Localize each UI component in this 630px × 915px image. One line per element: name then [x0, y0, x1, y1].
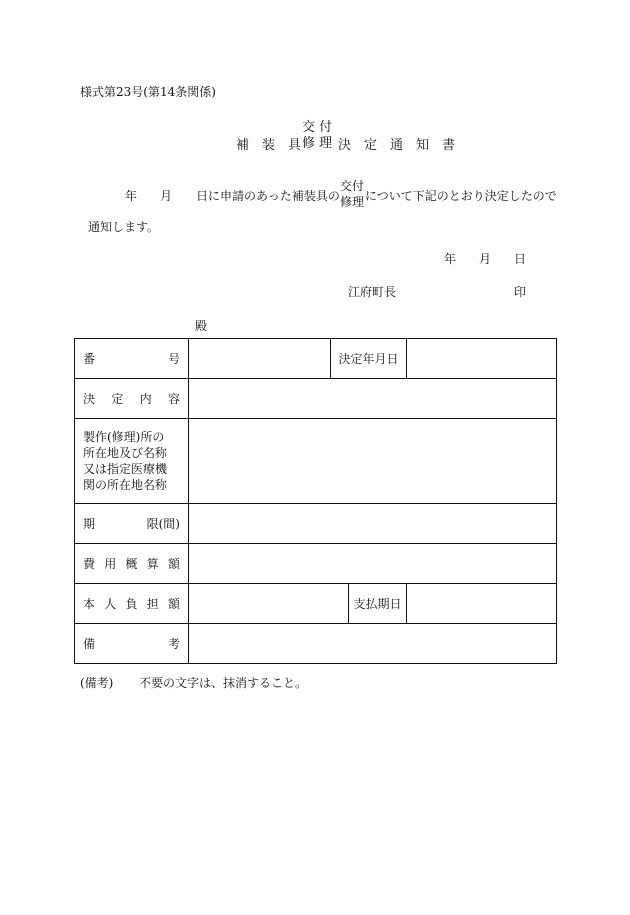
label-char: 額 — [167, 557, 180, 571]
burden-label — [83, 595, 180, 612]
cost-value-cell[interactable] — [189, 544, 557, 584]
label-char: 費 — [83, 557, 96, 571]
period-value-cell[interactable] — [189, 504, 557, 544]
manufacturer-label-line: 製作(修理)所の — [83, 430, 165, 444]
addressee-suffix: 殿 — [195, 319, 208, 333]
label-char: 備 — [83, 637, 96, 651]
form-number: 様式第23号(第14条関係) — [80, 85, 216, 99]
label-char: 額 — [167, 597, 180, 611]
content-value-cell[interactable] — [189, 379, 557, 419]
remarks-value-cell[interactable] — [189, 624, 557, 664]
body-month: 月 — [160, 189, 173, 203]
period-label — [83, 515, 180, 532]
number-label — [83, 350, 180, 367]
label-char: 決 — [83, 392, 96, 406]
period-label-a: 期 — [83, 517, 96, 531]
title-stack-bottom: 修 理 — [302, 136, 333, 151]
period-label-cell — [75, 504, 189, 544]
label-char: 号 — [167, 352, 180, 366]
payment-date-value-cell[interactable] — [407, 584, 557, 624]
cost-label — [83, 555, 180, 572]
row-manufacturer — [75, 419, 557, 504]
number-value-cell[interactable] — [189, 339, 331, 379]
note-label: (備考) — [80, 676, 114, 690]
remarks-label-cell — [75, 624, 189, 664]
decision-date-value-cell[interactable] — [407, 339, 557, 379]
title-stack-top: 交 付 — [302, 120, 333, 135]
manufacturer-value-cell[interactable] — [189, 419, 557, 504]
issuer-seal: 印 — [514, 285, 527, 299]
note-text: 不要の文字は、抹消すること。 — [139, 676, 308, 690]
body-text-before: 日に申請のあった補装具の — [196, 189, 340, 203]
label-char: 負 — [125, 597, 138, 611]
row-burden — [75, 584, 557, 624]
manufacturer-label-line: 所在地及び名称 — [83, 446, 168, 460]
label-char: 内 — [139, 392, 152, 406]
label-char: 概 — [125, 557, 138, 571]
row-number — [75, 339, 557, 379]
decision-date-label: 決定年月日 — [331, 339, 407, 379]
label-char: 容 — [167, 392, 180, 406]
title-suffix: 決 定 通 知 書 — [338, 138, 456, 153]
row-content — [75, 379, 557, 419]
label-char: 用 — [104, 557, 117, 571]
label-char: 人 — [104, 597, 117, 611]
label-char: 担 — [146, 597, 159, 611]
decision-table — [74, 338, 557, 664]
row-cost — [75, 544, 557, 584]
cost-label-cell — [75, 544, 189, 584]
label-char: 定 — [111, 392, 124, 406]
burden-label-cell — [75, 584, 189, 624]
payment-date-label: 支払期日 — [349, 584, 407, 624]
manufacturer-label-line: 関の所在地名称 — [83, 478, 168, 492]
label-char: 番 — [83, 352, 96, 366]
label-char: 考 — [167, 637, 180, 651]
title-prefix: 補 装 具 — [236, 138, 302, 153]
content-label-cell — [75, 379, 189, 419]
remarks-label — [83, 635, 180, 652]
content-label — [83, 390, 180, 407]
period-label-b: 限(間) — [146, 517, 180, 531]
row-remarks — [75, 624, 557, 664]
body-year: 年 — [125, 189, 138, 203]
number-label-cell — [75, 339, 189, 379]
body-line2: 通知します。 — [88, 220, 160, 234]
date-year: 年 — [444, 252, 457, 266]
label-char: 本 — [83, 597, 96, 611]
manufacturer-label-cell — [75, 419, 189, 504]
manufacturer-label-line: 又は指定医療機 — [83, 462, 168, 476]
issuer-title: 江府町長 — [348, 285, 397, 299]
label-char: 算 — [146, 557, 159, 571]
row-period — [75, 504, 557, 544]
body-stack — [340, 178, 364, 210]
date-day: 日 — [514, 252, 527, 266]
date-month: 月 — [479, 252, 492, 266]
title-stack — [302, 120, 332, 152]
body-stack-top: 交付 — [340, 179, 365, 193]
body-stack-bottom: 修理 — [340, 195, 365, 209]
body-text-after: について下記のとおり決定したので — [365, 189, 557, 203]
burden-value-cell[interactable] — [189, 584, 349, 624]
